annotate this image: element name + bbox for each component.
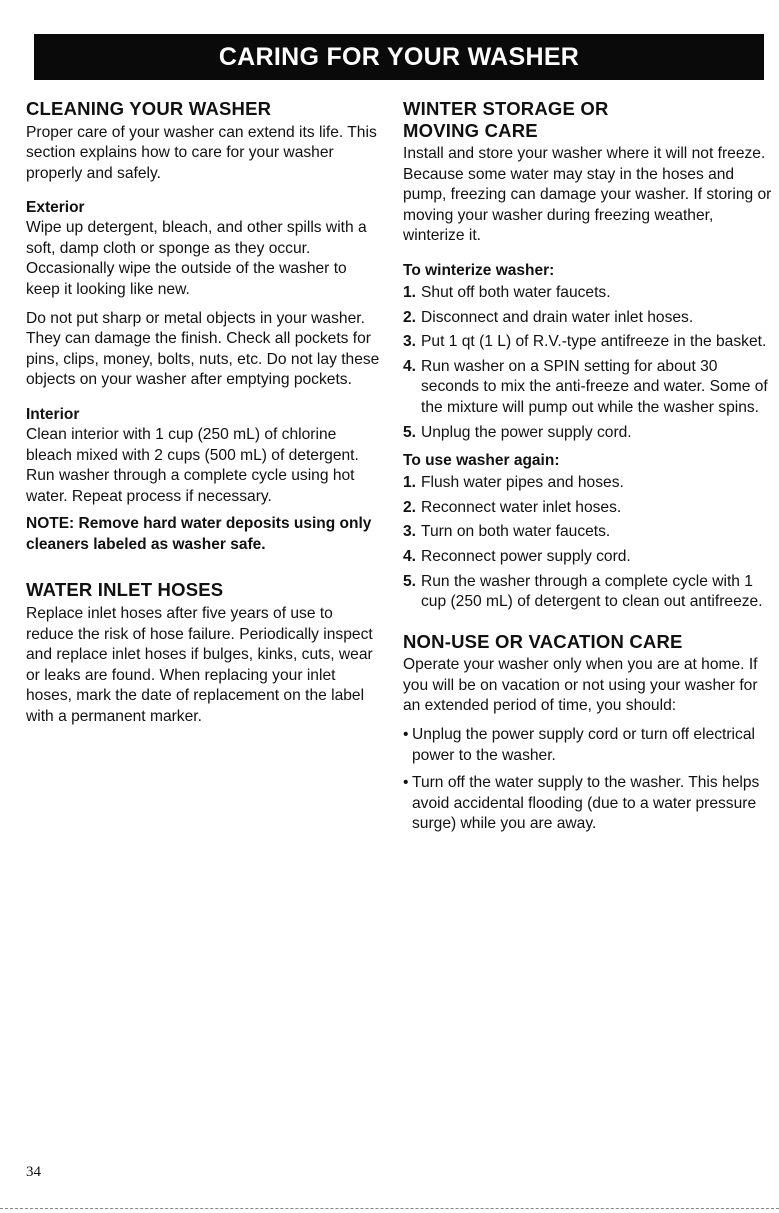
winter-heading [403, 98, 775, 141]
list-item: 5. Run the washer through a complete cycle with 1 cup (250 mL) of detergent to clean out antifreeze. [403, 572, 763, 611]
bullet-icon: • [403, 725, 409, 743]
hoses-paragraph: Replace inlet hoses after five years of use to reduce the risk of hose failure. Periodically inspect and replace inlet hoses if bulges, kinks, cuts, wear or leaks are found. When replacing your inlet hoses, mark the date of replacement on the label with a permanent marker. [26, 604, 373, 725]
vacation-heading: NON-USE OR VACATION CARE [403, 630, 683, 652]
winter-heading-line-2: MOVING CARE [403, 119, 538, 141]
hard-water-note: NOTE: Remove hard water deposits using only cleaners labeled as washer safe. [26, 515, 372, 554]
page-banner [34, 34, 764, 80]
list-item: 4. Reconnect power supply cord. [403, 547, 631, 565]
cleaning-heading: CLEANING YOUR WASHER [26, 98, 272, 119]
list-item: 1. Shut off both water faucets. [403, 283, 611, 301]
vacation-bullets [403, 725, 775, 835]
interior-heading: Interior [26, 406, 80, 424]
list-item: 2. Disconnect and drain water inlet hoses. [403, 308, 694, 326]
list-item: • Turn off the water supply to the washer. This helps avoid accidental flooding (due to a water pressure surge) while you are away. [403, 773, 775, 835]
vacation-intro: Operate your washer only when you are at home. If you will be on vacation or not using your washer for an extended period of time, you should: [403, 656, 758, 715]
right-column [403, 98, 775, 842]
list-item: 5. Unplug the power supply cord. [403, 423, 632, 441]
page-number: 34 [26, 1164, 41, 1180]
list-item: 4. Run washer on a SPIN setting for about 30 seconds to mix the anti-freeze and water. Some of the mixture will pump out while the washer spins. [403, 357, 768, 416]
exterior-paragraph-2: Do not put sharp or metal objects in your washer. They can damage the finish. Check all pockets for pins, clips, money, bolts, nuts, etc. Do not lay these objects on your washer after emptying pockets. [26, 309, 380, 389]
list-item: 3. Turn on both water faucets. [403, 523, 611, 541]
winterize-steps [403, 283, 775, 443]
use-again-heading: To use washer again: [403, 452, 560, 470]
winter-intro: Install and store your washer where it will not freeze. Because some water may stay in the hoses and pump, freezing can damage your washer. If storing or moving your washer during freezing weather, winterize it. [403, 145, 772, 245]
left-column [26, 98, 381, 727]
exterior-heading: Exterior [26, 199, 85, 217]
page-title: CARING FOR YOUR WASHER [218, 42, 580, 71]
exterior-paragraph-1: Wipe up detergent, bleach, and other spills with a soft, damp cloth or sponge as they occur. Occasionally wipe the outside of the washer to keep it looking like new. [26, 219, 367, 299]
winter-heading-line-1: WINTER STORAGE OR [403, 98, 609, 119]
winterize-heading: To winterize washer: [403, 261, 555, 279]
hoses-heading: WATER INLET HOSES [26, 579, 224, 601]
list-item: • Unplug the power supply cord or turn off electrical power to the washer. [403, 725, 775, 766]
list-item: 3. Put 1 qt (1 L) of R.V.-type antifreeze in the basket. [403, 333, 767, 351]
list-item: 1. Flush water pipes and hoses. [403, 474, 624, 492]
cleaning-intro: Proper care of your washer can extend its life. This section explains how to care for your washer properly and safely. [26, 123, 377, 182]
list-item: 2. Reconnect water inlet hoses. [403, 498, 622, 516]
bottom-divider [0, 1208, 779, 1209]
bullet-icon: • [403, 774, 409, 792]
use-again-steps [403, 473, 775, 613]
interior-paragraph: Clean interior with 1 cup (250 mL) of chlorine bleach mixed with 2 cups (500 mL) of detergent. Run washer through a complete cycle using hot water. Repeat process if necessary. [26, 426, 359, 505]
